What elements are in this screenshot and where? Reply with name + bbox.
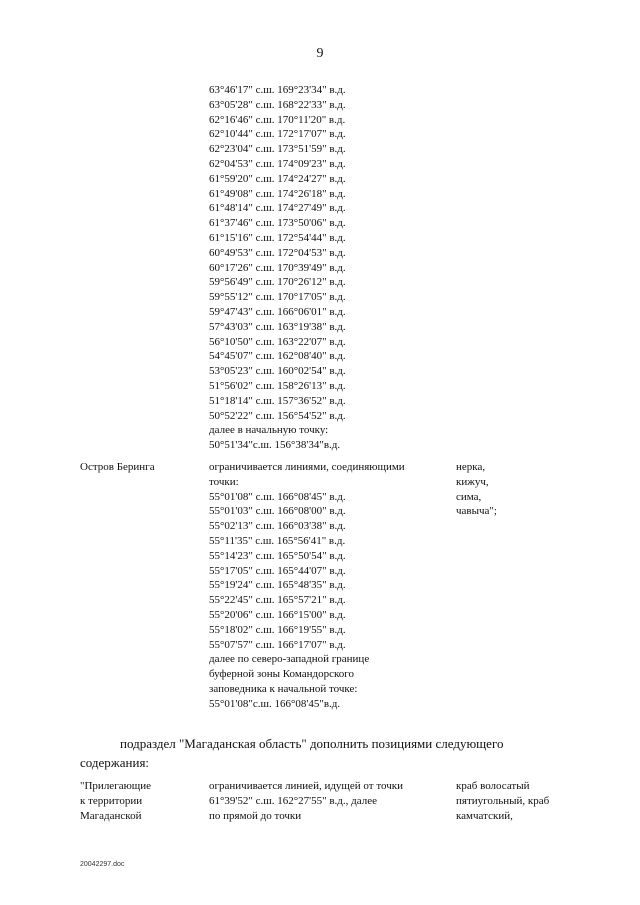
description-line: буферной зоны Командорского xyxy=(209,668,354,681)
coordinate-line: 55°20'06" с.ш. 166°15'00" в.д. xyxy=(209,608,346,621)
coordinate-line: 55°17'05" с.ш. 165°44'07" в.д. xyxy=(209,564,346,577)
coordinate-line: 62°04'53" с.ш. 174°09'23" в.д. xyxy=(209,157,346,170)
coordinate-line: 61°48'14" с.ш. 174°27'49" в.д. xyxy=(209,202,346,215)
coordinate-line: 61°37'46" с.ш. 173°50'06" в.д. xyxy=(209,217,346,230)
coordinate-line: 55°18'02" с.ш. 166°19'55" в.д. xyxy=(209,623,346,636)
upper-coordinates-block xyxy=(209,83,459,453)
coordinate-line: 60°17'26" с.ш. 170°39'49" в.д. xyxy=(209,261,346,274)
coordinate-line: 51°18'14" с.ш. 157°36'52" в.д. xyxy=(209,394,346,407)
description-line: точки: xyxy=(209,475,239,488)
start-point-coordinate: 55°01'08"с.ш. 166°08'45"в.д. xyxy=(209,697,341,710)
coordinate-line: 55°19'24" с.ш. 165°48'35" в.д. xyxy=(209,579,346,592)
coordinate-line: 61°49'08" с.ш. 174°26'18" в.д. xyxy=(209,187,346,200)
start-point-coordinate: 50°51'34"с.ш. 156°38'34"в.д. xyxy=(209,439,341,452)
instruction-line-1: подраздел "Магаданская область" дополнить позициями следующего xyxy=(120,736,504,751)
coordinate-line: 62°16'46" с.ш. 170°11'20" в.д. xyxy=(209,113,346,126)
coordinate-line: 55°14'23" с.ш. 165°50'54" в.д. xyxy=(209,549,346,562)
page-number: 9 xyxy=(316,46,324,61)
description-line: по прямой до точки xyxy=(209,809,302,822)
coordinate-line: 61°15'16" с.ш. 172°54'44" в.д. xyxy=(209,231,346,244)
coordinate-line: 50°52'22" с.ш. 156°54'52" в.д. xyxy=(209,409,346,422)
coordinate-line: 57°43'03" с.ш. 163°19'38" в.д. xyxy=(209,320,346,333)
bering-island-description xyxy=(209,460,454,712)
description-line: ограничивается линией, идущей от точки xyxy=(209,780,403,792)
coordinate-line: 59°55'12" с.ш. 170°17'05" в.д. xyxy=(209,291,346,304)
bering-island-label: Остров Беринга xyxy=(80,461,155,473)
description-line: заповедника к начальной точке: xyxy=(209,682,358,695)
coordinate-line: 55°22'45" с.ш. 165°57'21" в.д. xyxy=(209,594,346,607)
description-line: далее по северо-западной границе xyxy=(209,653,370,666)
coordinate-line: 51°56'02" с.ш. 158°26'13" в.д. xyxy=(209,379,346,392)
coordinate-line: 55°01'03" с.ш. 166°08'00" в.д. xyxy=(209,505,346,518)
coordinate-line: 56°10'50" с.ш. 163°22'07" в.д. xyxy=(209,335,346,348)
description-line: ограничивается линиями, соединяющими xyxy=(209,461,405,473)
species-item: камчатский, xyxy=(456,809,513,822)
document-filename: 20042297.doc xyxy=(80,861,125,868)
label-line: Магаданской xyxy=(80,809,142,822)
species-item: пятиугольный, краб xyxy=(456,794,550,807)
magadan-label xyxy=(80,779,200,823)
magadan-species-list xyxy=(456,779,596,823)
coordinate-line: 55°01'08" с.ш. 166°08'45" в.д. xyxy=(209,490,346,503)
species-item: кижуч, xyxy=(456,475,489,488)
coordinate-line: 62°10'44" с.ш. 172°17'07" в.д. xyxy=(209,128,346,141)
coordinate-line: 63°46'17" с.ш. 169°23'34" в.д. xyxy=(209,84,346,96)
species-item: чавыча"; xyxy=(456,505,497,518)
coordinate-line: 53°05'23" с.ш. 160°02'54" в.д. xyxy=(209,365,346,378)
coordinate-line: 55°11'35" с.ш. 165°56'41" в.д. xyxy=(209,534,346,547)
continuation-text: далее в начальную точку: xyxy=(209,424,329,437)
coordinate-line: 62°23'04" с.ш. 173°51'59" в.д. xyxy=(209,143,346,156)
magadan-description xyxy=(209,779,454,823)
instruction-line-2: содержания: xyxy=(80,755,150,770)
description-line: 61°39'52" с.ш. 162°27'55" в.д., далее xyxy=(209,794,377,807)
coordinate-line: 54°45'07" с.ш. 162°08'40" в.д. xyxy=(209,350,346,363)
coordinate-line: 55°07'57" с.ш. 166°17'07" в.д. xyxy=(209,638,346,651)
species-item: сима, xyxy=(456,490,482,503)
coordinate-line: 61°59'20" с.ш. 174°24'27" в.д. xyxy=(209,172,346,185)
coordinate-line: 60°49'53" с.ш. 172°04'53" в.д. xyxy=(209,246,346,259)
amendment-instruction xyxy=(80,734,580,772)
coordinate-line: 59°56'49" с.ш. 170°26'12" в.д. xyxy=(209,276,346,289)
coordinate-line: 55°02'13" с.ш. 166°03'38" в.д. xyxy=(209,520,346,533)
label-line: "Прилегающие xyxy=(80,780,152,792)
label-line: к территории xyxy=(80,794,143,807)
bering-species-list xyxy=(456,460,596,519)
species-item: нерка, xyxy=(456,461,486,473)
coordinate-line: 59°47'43" с.ш. 166°06'01" в.д. xyxy=(209,305,346,318)
species-item: краб волосатый xyxy=(456,780,530,792)
coordinate-line: 63°05'28" с.ш. 168°22'33" в.д. xyxy=(209,98,346,111)
